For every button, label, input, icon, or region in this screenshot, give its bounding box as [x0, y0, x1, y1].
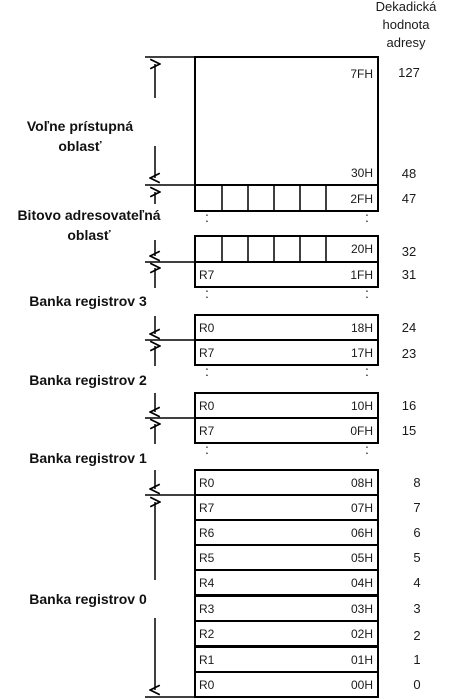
bit-area-dots-left: :: [205, 209, 209, 225]
bank0-row-r5-hex: 05H: [350, 551, 373, 565]
bit-area-top-hex: 2FH: [350, 192, 373, 206]
decimal-address: 32: [401, 244, 417, 259]
bank2-row-r7-hex: 17H: [350, 346, 373, 360]
decimal-address: 8: [413, 475, 421, 490]
free-area-bottom-hex: 30H: [350, 166, 373, 180]
bank0-row-r4-hex: 04H: [350, 576, 373, 590]
bank1-row-r7-reg: R7: [199, 424, 215, 438]
free-area-label-line-1: Voľne prístupná: [26, 118, 134, 134]
decimal-address: 48: [401, 166, 417, 181]
free-area-label-line-2: oblasť: [58, 138, 102, 154]
bank0-row-r0-reg: R0: [199, 678, 215, 692]
bank1-block: [195, 418, 378, 495]
bank1-label: Banka registrov 1: [29, 450, 147, 466]
bit-area-dots-right: :: [365, 209, 369, 225]
decimal-address: 24: [401, 320, 417, 335]
decimal-address: 0: [413, 677, 421, 692]
decimal-address: 5: [413, 550, 421, 565]
bit-area-bottom-hex: 20H: [350, 242, 373, 256]
bank0-row-r5-reg: R5: [199, 551, 215, 565]
decimal-address: 2: [413, 628, 421, 643]
bank0-row-r6-hex: 06H: [350, 526, 373, 540]
bank0-row-r3-hex: 03H: [350, 602, 373, 616]
bank1-row-r0-reg: R0: [199, 476, 215, 490]
bit-area-block: [195, 185, 378, 262]
bank1-row-r0-hex: 08H: [350, 476, 373, 490]
decimal-address: 16: [401, 398, 417, 413]
header-line-2: hodnota: [382, 17, 430, 32]
bank0-block: [195, 495, 378, 697]
bank0-row-r6-reg: R6: [199, 526, 215, 540]
bank2-label: Banka registrov 2: [29, 372, 147, 388]
bank0-row-r4-reg: R4: [199, 576, 215, 590]
bank2-row-r0-reg: R0: [199, 399, 215, 413]
decimal-address: 23: [401, 346, 417, 361]
bank0-row-r7-reg: R7: [199, 501, 215, 515]
bank0-row-r2-hex: 02H: [350, 627, 373, 641]
bank0-label: Banka registrov 0: [29, 591, 147, 607]
decimal-address: 6: [413, 525, 421, 540]
bank2-block: [195, 340, 378, 418]
bank3-row-r0-hex: 18H: [350, 321, 373, 335]
bank0-row-r0-hex: 00H: [350, 678, 373, 692]
bank2-row-r7-reg: R7: [199, 346, 215, 360]
decimal-address: 15: [401, 423, 417, 438]
decimal-address: 7: [413, 500, 421, 515]
free-area-top-hex: 7FH: [350, 67, 373, 81]
bank2-row-r0-hex: 10H: [350, 399, 373, 413]
header-line-1: Dekadická: [375, 0, 437, 14]
bank1-dots-right: :: [365, 441, 369, 457]
bank3-row-r7-reg: R7: [199, 268, 215, 282]
bank3-label: Banka registrov 3: [29, 293, 147, 309]
bank3-block: [195, 262, 378, 340]
header-line-3: adresy: [386, 35, 426, 50]
decimal-address-header: [376, 0, 437, 50]
bank1-row-r7-hex: 0FH: [350, 424, 373, 438]
region-labels: [17, 118, 160, 607]
bank2-dots-left: :: [205, 363, 209, 379]
bank0-row-r1-hex: 01H: [350, 653, 373, 667]
decimal-address: 31: [401, 267, 417, 282]
decimal-addresses: [398, 65, 420, 692]
bit-area-label-line-1: Bitovo adresovateľná: [17, 207, 161, 223]
bit-area-label-line-2: oblasť: [67, 227, 111, 243]
bank3-row-r7-hex: 1FH: [350, 268, 373, 282]
region-boundary-lines: [145, 57, 195, 697]
bank2-dots-right: :: [365, 363, 369, 379]
free-area-block: [195, 57, 378, 185]
bank3-row-r0-reg: R0: [199, 321, 215, 335]
decimal-address: 3: [413, 601, 421, 616]
bank0-row-r1-reg: R1: [199, 653, 215, 667]
decimal-address: 1: [413, 652, 421, 667]
bank0-row-r2-reg: R2: [199, 627, 215, 641]
bank3-dots-right: :: [365, 285, 369, 301]
bank1-dots-left: :: [205, 441, 209, 457]
decimal-address: 127: [398, 65, 420, 80]
decimal-address: 4: [413, 575, 421, 590]
decimal-address: 47: [401, 191, 417, 206]
bank3-dots-left: :: [205, 285, 209, 301]
bank0-row-r3-reg: R3: [199, 602, 215, 616]
bank0-row-r7-hex: 07H: [350, 501, 373, 515]
